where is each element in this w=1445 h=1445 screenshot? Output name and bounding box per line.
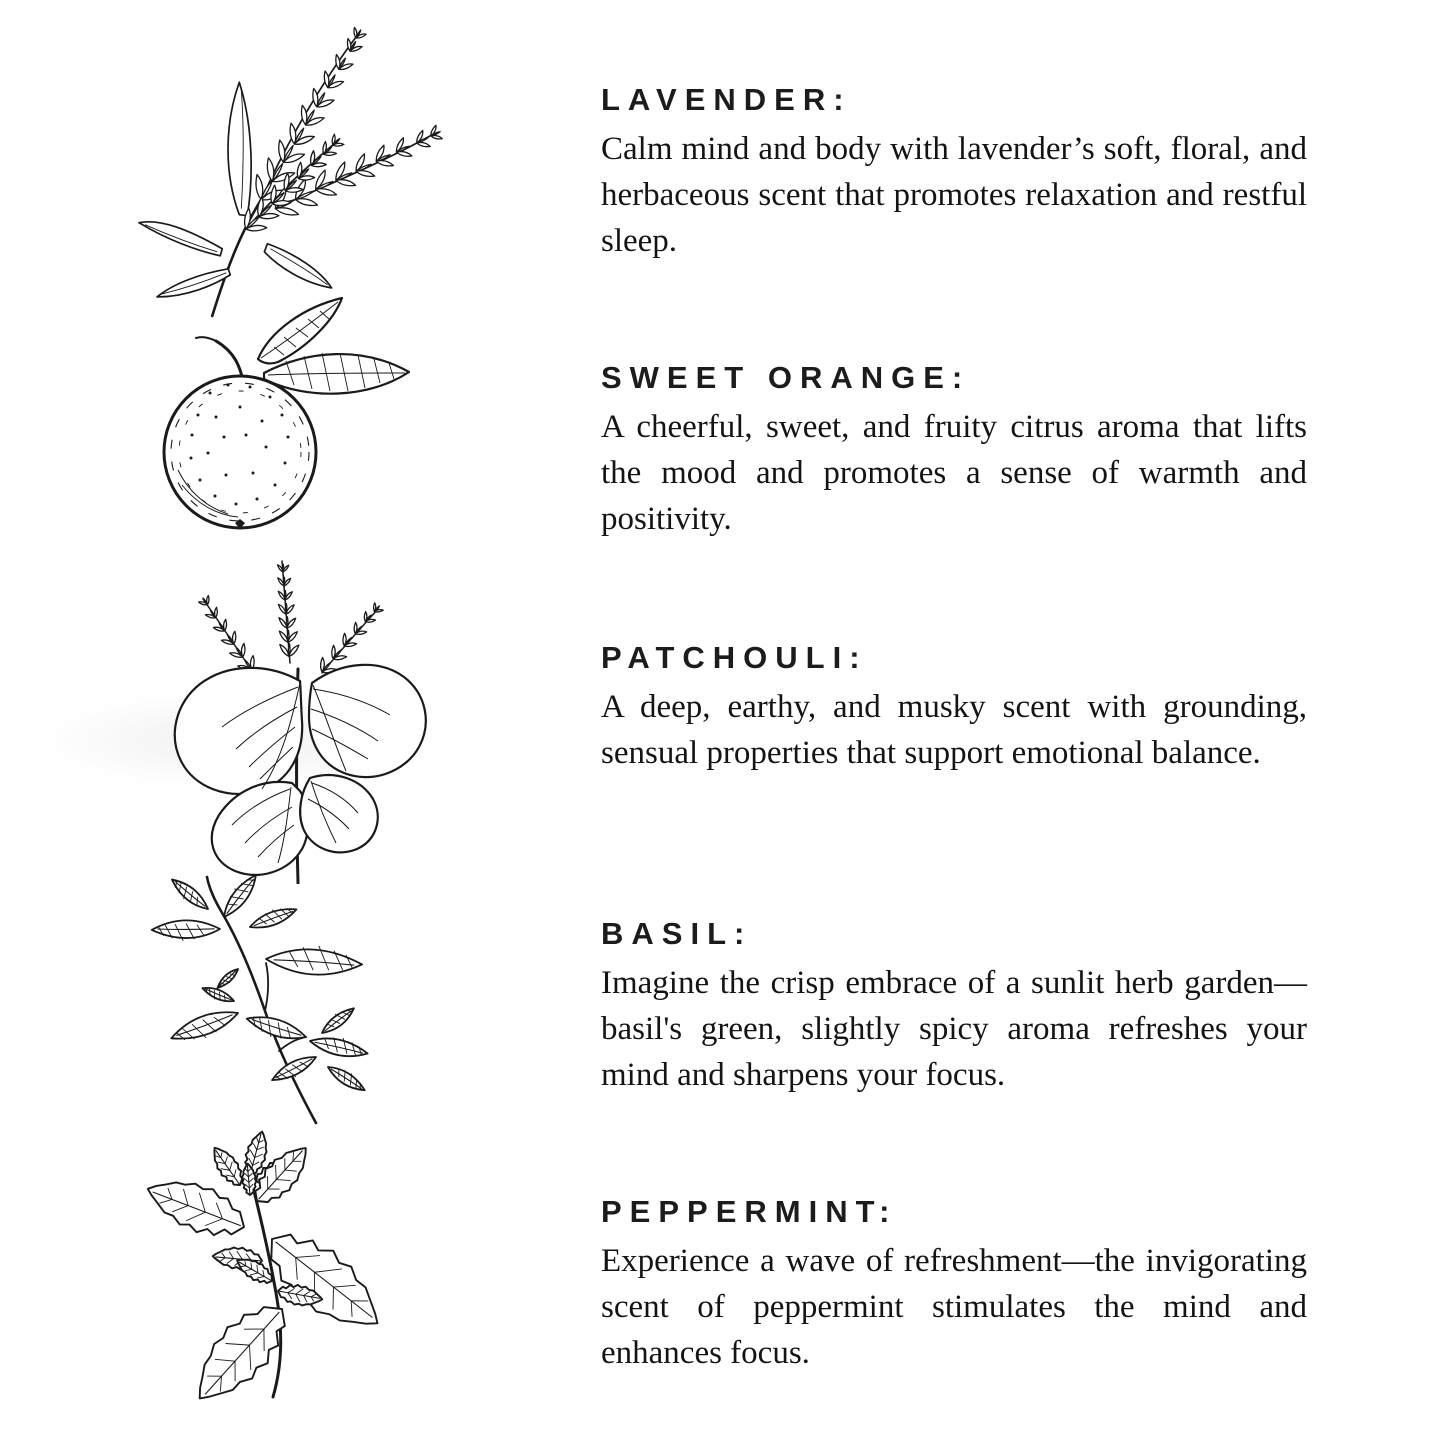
lavender-svg bbox=[126, 12, 474, 318]
basil-leaves bbox=[151, 870, 369, 1096]
section-patchouli bbox=[601, 640, 1307, 776]
patchouli-heading: PATCHOULI: bbox=[601, 640, 868, 675]
patchouli-svg bbox=[150, 550, 440, 884]
section-lavender bbox=[601, 82, 1307, 264]
lavender-heading: LAVENDER: bbox=[601, 82, 852, 117]
lavender-description: Calm mind and body with lavender’s soft, floral, and herbaceous scent that promotes relaxation and restful sleep. bbox=[601, 131, 1307, 259]
patchouli-flower-spikes bbox=[198, 564, 384, 678]
peppermint-heading: PEPPERMINT: bbox=[601, 1194, 898, 1229]
orange-fruit-illustration bbox=[158, 294, 463, 536]
peppermint-sprig-illustration bbox=[132, 1130, 442, 1414]
section-peppermint bbox=[601, 1194, 1307, 1376]
patchouli-plant-illustration bbox=[150, 550, 440, 884]
basil-heading: BASIL: bbox=[601, 916, 753, 951]
peppermint-description: Experience a wave of refreshment—the invigorating scent of peppermint stimulates the mind and enhances focus. bbox=[601, 1243, 1307, 1371]
sweet-orange-heading: SWEET ORANGE: bbox=[601, 360, 971, 395]
section-sweet-orange bbox=[601, 360, 1307, 542]
basil-svg bbox=[138, 870, 423, 1130]
section-basil bbox=[601, 916, 1307, 1098]
orange-svg bbox=[158, 294, 463, 536]
peppermint-leaves bbox=[140, 1130, 396, 1414]
sweet-orange-description: A cheerful, sweet, and fruity citrus aroma that lifts the mood and promotes a sense of warmth and positivity. bbox=[601, 409, 1307, 537]
basil-description: Imagine the crisp embrace of a sunlit herb garden—basil's green, slightly spicy aroma refreshes your mind and sharpens your focus. bbox=[601, 965, 1307, 1093]
lavender-sprig-illustration bbox=[126, 12, 474, 318]
basil-sprig-illustration bbox=[138, 870, 423, 1130]
patchouli-description: A deep, earthy, and musky scent with grounding, sensual properties that support emotional balance. bbox=[601, 689, 1307, 771]
peppermint-svg bbox=[132, 1130, 442, 1414]
